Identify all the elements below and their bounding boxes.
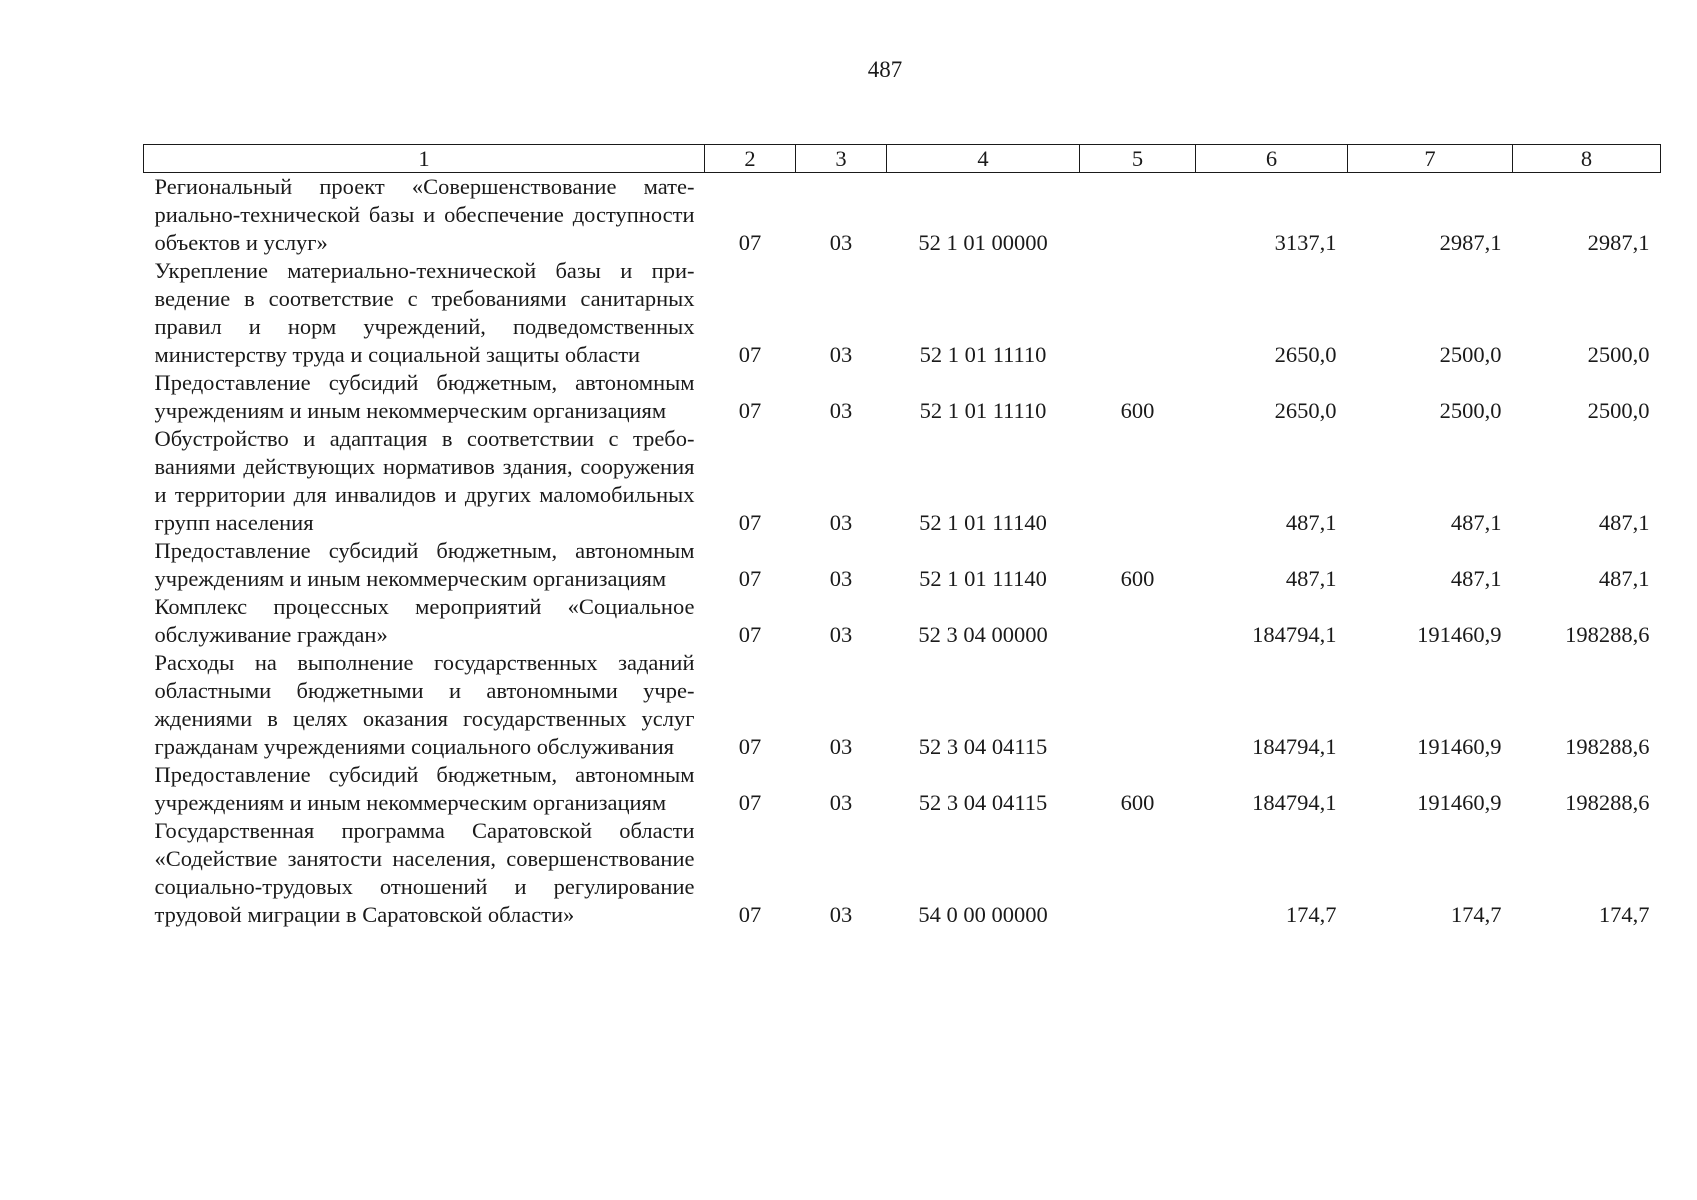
row-value-col8: 174,7 <box>1598 902 1650 927</box>
row-name: Предоставление субсидий бюджетным, автономным учреждениям и иным некоммерческим организациям <box>154 370 695 423</box>
row-section: 07 <box>738 230 762 255</box>
row-expense-type: 600 <box>1120 566 1155 591</box>
row-section: 07 <box>738 734 762 759</box>
row-value-col6: 487,1 <box>1285 510 1337 535</box>
header-row <box>144 145 1661 173</box>
row-name: Комплекс процессных мероприятий «Социальное обслуживание граждан» <box>154 594 695 647</box>
row-target-article: 54 0 00 00000 <box>918 902 1048 927</box>
row-subsection: 03 <box>829 790 853 815</box>
header-col-4: 4 <box>887 145 1080 173</box>
table-row <box>144 761 1661 817</box>
page-number: 487 <box>867 57 903 82</box>
row-value-col8: 198288,6 <box>1565 622 1650 647</box>
row-expense-type <box>1080 593 1196 649</box>
row-value-col7: 191460,9 <box>1417 622 1502 647</box>
row-value-col8: 2987,1 <box>1587 230 1650 255</box>
row-value-col8: 198288,6 <box>1565 790 1650 815</box>
row-section: 07 <box>738 510 762 535</box>
budget-table <box>143 144 1661 929</box>
row-value-col7: 487,1 <box>1450 510 1502 535</box>
row-value-col8: 198288,6 <box>1565 734 1650 759</box>
row-target-article: 52 1 01 11140 <box>919 510 1047 535</box>
row-name: Предоставление субсидий бюджетным, автономным учреждениям и иным некоммерческим организациям <box>154 762 695 815</box>
row-value-col8: 487,1 <box>1598 510 1650 535</box>
row-subsection: 03 <box>829 342 853 367</box>
header-col-8: 8 <box>1513 145 1661 173</box>
row-value-col8: 2500,0 <box>1587 342 1650 367</box>
row-section: 07 <box>738 342 762 367</box>
row-value-col6: 3137,1 <box>1274 230 1337 255</box>
row-section: 07 <box>738 566 762 591</box>
row-value-col6: 184794,1 <box>1252 622 1337 647</box>
row-expense-type <box>1080 173 1196 258</box>
row-section: 07 <box>738 622 762 647</box>
table-row <box>144 593 1661 649</box>
row-name: Расходы на выполнение государственных заданий областными бюджетными и автономными учреждениями в целях оказания государственных услуг гражданам учреждениями социального обслуживания <box>154 650 695 759</box>
row-value-col6: 2650,0 <box>1274 398 1337 423</box>
row-target-article: 52 1 01 11110 <box>919 342 1047 367</box>
row-target-article: 52 1 01 00000 <box>918 230 1048 255</box>
row-name: Укрепление материально-технической базы и приведение в соответствие с требованиями санитарных правил и норм учреждений, подведомственных министерству труда и социальной защиты области <box>154 258 695 367</box>
row-section: 07 <box>738 398 762 423</box>
row-value-col7: 2987,1 <box>1439 230 1502 255</box>
row-expense-type <box>1080 257 1196 369</box>
row-value-col6: 2650,0 <box>1274 342 1337 367</box>
table-row <box>144 173 1661 258</box>
row-value-col8: 2500,0 <box>1587 398 1650 423</box>
table-row <box>144 817 1661 929</box>
row-value-col7: 2500,0 <box>1439 342 1502 367</box>
row-expense-type <box>1080 425 1196 537</box>
row-name: Государственная программа Саратовской области «Содействие занятости населения, совершенствование социально-трудовых отношений и регулирование трудовой миграции в Саратовской области» <box>154 818 695 927</box>
row-value-col6: 184794,1 <box>1252 790 1337 815</box>
row-subsection: 03 <box>829 902 853 927</box>
row-expense-type: 600 <box>1120 790 1155 815</box>
row-value-col6: 174,7 <box>1285 902 1337 927</box>
row-target-article: 52 3 04 00000 <box>918 622 1048 647</box>
row-subsection: 03 <box>829 510 853 535</box>
row-expense-type <box>1080 817 1196 929</box>
header-col-1: 1 <box>144 145 705 173</box>
table-row <box>144 537 1661 593</box>
row-section: 07 <box>738 902 762 927</box>
row-value-col8: 487,1 <box>1598 566 1650 591</box>
table-row <box>144 649 1661 761</box>
header-col-7: 7 <box>1348 145 1513 173</box>
row-value-col6: 487,1 <box>1285 566 1337 591</box>
row-name: Обустройство и адаптация в соответствии с требованиями действующих нормативов здания, сооружения и территории для инвалидов и других маломобильных групп населения <box>154 426 695 535</box>
row-subsection: 03 <box>829 734 853 759</box>
table-row <box>144 369 1661 425</box>
row-value-col7: 191460,9 <box>1417 790 1502 815</box>
row-section: 07 <box>738 790 762 815</box>
row-expense-type <box>1080 649 1196 761</box>
row-target-article: 52 1 01 11110 <box>919 398 1047 423</box>
row-target-article: 52 3 04 04115 <box>918 790 1048 815</box>
row-name: Региональный проект «Совершенствование материально-технической базы и обеспечение доступности объектов и услуг» <box>154 174 695 255</box>
row-subsection: 03 <box>829 622 853 647</box>
row-subsection: 03 <box>829 566 853 591</box>
row-target-article: 52 1 01 11140 <box>919 566 1047 591</box>
header-col-5: 5 <box>1080 145 1196 173</box>
row-subsection: 03 <box>829 230 853 255</box>
table-row <box>144 425 1661 537</box>
header-col-2: 2 <box>705 145 796 173</box>
row-target-article: 52 3 04 04115 <box>918 734 1048 759</box>
row-value-col7: 174,7 <box>1450 902 1502 927</box>
row-subsection: 03 <box>829 398 853 423</box>
row-value-col6: 184794,1 <box>1252 734 1337 759</box>
row-expense-type: 600 <box>1120 398 1155 423</box>
table-row <box>144 257 1661 369</box>
row-name: Предоставление субсидий бюджетным, автономным учреждениям и иным некоммерческим организациям <box>154 538 695 591</box>
row-value-col7: 487,1 <box>1450 566 1502 591</box>
row-value-col7: 2500,0 <box>1439 398 1502 423</box>
header-col-6: 6 <box>1196 145 1348 173</box>
header-col-3: 3 <box>796 145 887 173</box>
row-value-col7: 191460,9 <box>1417 734 1502 759</box>
